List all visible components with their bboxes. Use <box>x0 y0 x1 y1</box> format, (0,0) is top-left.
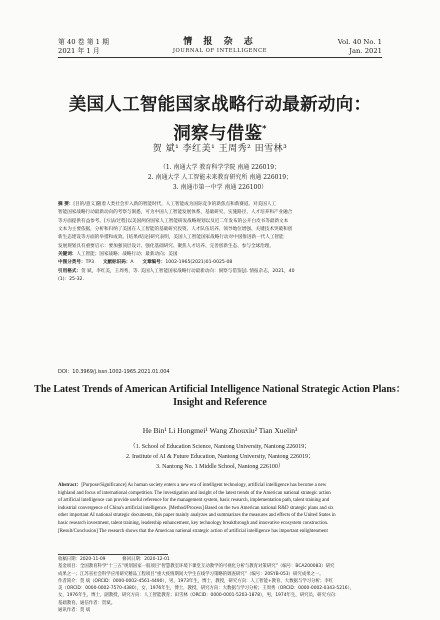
classification-row <box>58 259 382 267</box>
footnote-rule <box>58 554 168 555</box>
abstract-cn-line <box>58 201 382 209</box>
article-no-label: 文章编号： <box>142 260 166 266</box>
abstract-en-line: [Result/Conclusion] The research shows that the American national strategic action of artificial intelligence has important enlightenment <box>58 528 328 534</box>
article-title-en <box>0 383 440 409</box>
abstract-en-line: industrial convergence of China's artificial intelligence. [Method/Process] Based on the two American national R&D strategic plans and six <box>58 505 334 511</box>
abstract-cn-line: 新生态建设等方面的举措和成效。[结果/结论]研究表明，美国人工智能国家战略行动对中国推进新一代人工智能 <box>58 235 284 241</box>
footnote-line: 成果之一；江苏省社会科学应用研究精品工程项目“重大疫情期间大学生在线学习策略的调查研究”（编号：20SYB-053）研究成果之一。 <box>58 571 324 577</box>
abstract-en-line <box>58 482 382 490</box>
keywords-cn-value: 人工智能；国家战略；战略行动；最新动向；美国 <box>76 252 178 258</box>
affiliation-en-2: 2. Institute of AI & Future Education, Nantong University, Nantong 226019； <box>125 454 315 460</box>
citation-label: 引用格式： <box>58 268 81 274</box>
header-rule <box>58 57 382 58</box>
affiliation-cn-1: （1. 南通大学 教育科学学院 南通 226019； <box>159 164 281 171</box>
authors-en: He Bin¹ Li Hongmei¹ Wang Zhouxiu² Tian Xuelin³ <box>142 426 298 435</box>
abstract-en-line: of artificial intelligence can provide useful reference for the management system, basic research, implementation path, talent training and <box>58 498 330 504</box>
revised-date: 修回日期：2020-12-01 <box>122 557 170 562</box>
header-right <box>338 38 382 55</box>
title-en-line1: The Latest Trends of American Artificial Intelligence National Strategic Action Plans： <box>34 384 406 395</box>
abstract-en-line: basic research investment, talent training, leadership enhancement, key technology breakthrough and innovative ecosystem construction. <box>58 520 329 526</box>
received-date: 收稿日期：2020-11-09 <box>58 557 106 562</box>
footnote-dates <box>58 556 382 563</box>
volume-cn: 第 40 卷 第 1 期 <box>58 38 109 46</box>
doi: DOI：10.3969/j.issn.1002-1965.2021.01.004 <box>58 369 170 375</box>
abstract-cn <box>58 201 382 284</box>
abstract-cn-line: 智能国家战略行动最新动向的考察与洞悉，可为中国人工智能发展体系、基础研究、实施路径、人才培养和产业融合 <box>58 210 293 216</box>
abstract-en-text: [Purpose/Significance] As human society enters a new era of intelligent technology, artificial intelligence has become a new <box>81 483 327 488</box>
class-no-label: 中图分类号： <box>58 260 86 266</box>
abstract-cn-line: 文本为主要依据，分析和归纳了美国在人工智能的基础研究投资、人才队伍培养、领导地位增强、关键技术突破和创 <box>58 227 293 233</box>
article-no-value: 1002-1965(2021)01-0025-08 <box>165 260 233 266</box>
title-en-line2: Insight and Reference <box>173 397 267 408</box>
abstract-cn-label: 摘 要： <box>58 202 74 207</box>
date-en: Jan. 2021 <box>349 46 382 55</box>
abstract-cn-line: 等方面提供有益参考。[方法/过程]以美国两份国家人工智能研发战略规划以及近二年发布的公开白皮书等最新文本 <box>58 218 289 224</box>
doc-code-label: 文献标识码： <box>102 260 131 266</box>
footnote-line: 女，1976年生，博士，副教授，研究方向：人工智能教育；田雪林（ORCID：0000-0001-5203-1878），男，1974年生，研究员，研究方向： <box>58 593 340 599</box>
affiliation-en-1: （1. School of Education Science, Nantong University, Nantong 226019； <box>129 444 311 450</box>
footnote-line: 美（ORCID：0000-0002-7570-4380），女，1976年生，博士，教授，研究方向：大数据与学习分析；王周秀（ORCID：0000-0002-0343-5216）， <box>58 586 355 592</box>
abstract-en-line: other important AI national strategic documents, this paper mainly analyzes and summarizes the measures and effects of the United States in <box>58 513 336 519</box>
affiliation-cn-2: 2. 南通大学 人工智能未来教育研究所 南通 226019； <box>147 174 293 181</box>
abstract-cn-text: [目的/意义]随着人类社会步入新的智能时代，人工智能成为国际竞争的新焦点和新赛道。对美国人工 <box>73 202 277 207</box>
doc-code-value: A <box>130 260 134 266</box>
abstract-en-label: Abstract： <box>58 483 82 488</box>
volume-en: Vol. 40 No. 1 <box>337 38 382 46</box>
citation-line1 <box>58 268 382 276</box>
footnote-line: 基金项目：全国教育科学“十三五”规划国家一般项目“智慧教室环境下课堂互动教学的可视化分析与教育对策研究”（编号：BCA200083）研究 <box>58 564 335 570</box>
citation-line2: (1)：25-32. <box>58 277 84 283</box>
fund-mark: * <box>262 124 267 133</box>
title-cn-line2-text: 洞察与借鉴 <box>173 124 263 144</box>
abstract-en-line: highland and focus of international competition. The investigation and insight of the latest trends of the American national strategic action <box>58 490 331 496</box>
citation-text: 贺 斌，李红美，王周秀，等. 美国人工智能国家战略行动最新动向：洞察与借鉴[J]. 情报杂志，2021，40 <box>80 268 295 274</box>
journal-name-en: JOURNAL OF INTELLIGENCE <box>172 48 268 54</box>
footnote-line: 通讯作者：贺 斌 <box>58 608 91 614</box>
footnote-line: 基础教育。通信作者：贺斌。 <box>58 600 116 606</box>
abstract-cn-line: 发展规划具有重要启示：要加强顶层设计、强化基础研究、聚焦人才培养、完善创新生态、参与全球治理。 <box>58 243 274 249</box>
affiliation-cn-3: 3. 南通市第一中学 南通 226100） <box>172 184 268 191</box>
title-cn-line1: 美国人工智能国家战略行动最新动向： <box>68 95 372 115</box>
journal-name-cn: 情 报 杂 志 <box>183 37 257 47</box>
affiliation-en-3: 3. Nantong No. 1 Middle School, Nantong 226100） <box>156 464 284 470</box>
date-cn: 2021 年 1 月 <box>58 46 100 55</box>
authors-cn: 贺 斌¹ 李红美¹ 王周秀² 田雪林³ <box>152 144 288 154</box>
keywords-cn <box>58 251 382 259</box>
article-title-cn <box>0 93 440 146</box>
footnote-line: 作者简介：贺 斌（ORCID：0000-0002-4561-4490），男，1973年生，博士，教授，研究方向：人工智能+教育、大数据与学习分析；李红 <box>58 578 334 584</box>
footnotes <box>58 556 382 614</box>
keywords-cn-label: 关键词： <box>58 252 77 258</box>
class-no-value: TP3 <box>85 260 95 266</box>
abstract-en <box>58 482 382 535</box>
